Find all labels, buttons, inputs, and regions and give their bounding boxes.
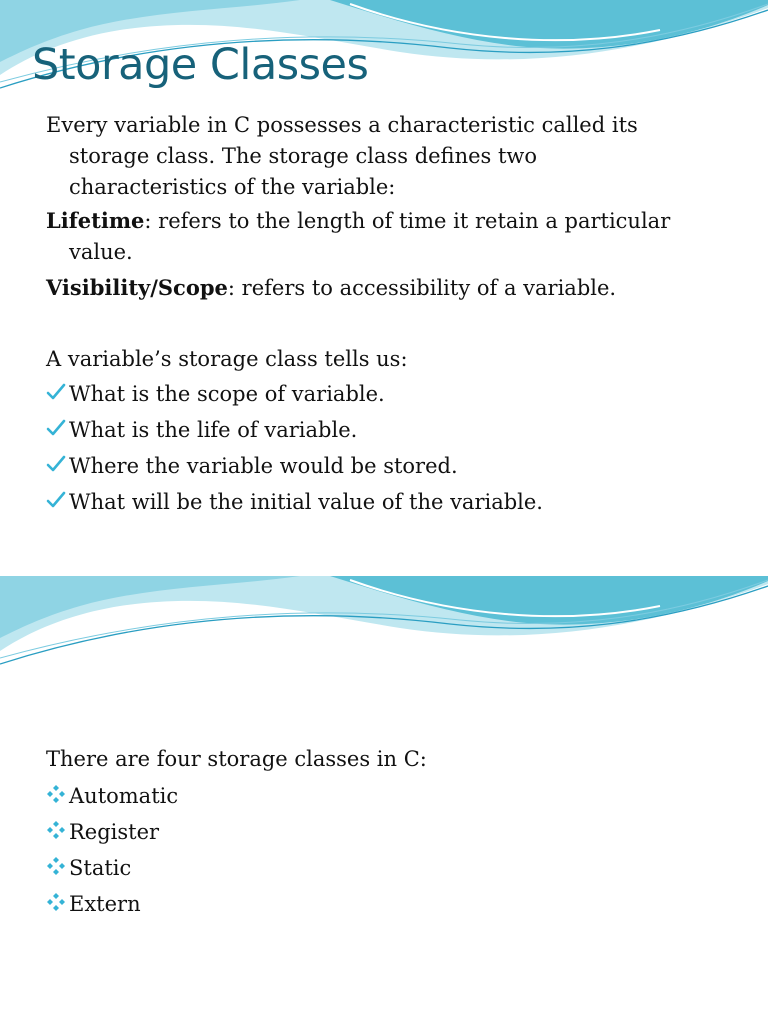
four-classes-heading: There are four storage classes in C: [46, 747, 427, 771]
lifetime-term: Lifetime [46, 208, 145, 233]
checkmark-icon [46, 454, 66, 474]
list-item-text: Extern [69, 892, 141, 916]
list-item [46, 850, 178, 886]
list-item-text: What is the scope of variable. [69, 382, 385, 406]
list-item-text: Static [69, 856, 132, 880]
visibility-text: : refers to accessibility of a variable. [227, 276, 617, 300]
list-item [46, 484, 543, 520]
slide-four-classes [0, 576, 768, 1024]
diamond-bullet-icon [46, 856, 66, 876]
list-item [46, 814, 178, 850]
list-item-text: Register [69, 820, 160, 844]
check-list [46, 376, 543, 520]
list-item-text: What will be the initial value of the variable. [69, 490, 543, 514]
checkmark-icon [46, 490, 66, 510]
list-item [46, 886, 178, 922]
diamond-bullet-icon [46, 820, 66, 840]
tells-heading: A variable’s storage class tells us: [46, 347, 408, 371]
list-item [46, 448, 543, 484]
lifetime-definition [46, 205, 679, 268]
diamond-bullet-icon [46, 892, 66, 912]
visibility-term: Visibility/Scope [46, 275, 228, 300]
diamond-bullet-icon [46, 784, 66, 804]
wave-header-decoration [0, 576, 768, 686]
checkmark-icon [46, 418, 66, 438]
visibility-definition [46, 272, 679, 304]
intro-paragraph: Every variable in C possesses a characteristic called its storage class. The storage class defines two characteristics of the variable: [46, 113, 638, 199]
checkmark-icon [46, 382, 66, 402]
diamond-list [46, 778, 178, 922]
list-item [46, 778, 178, 814]
list-item-text: Automatic [69, 784, 179, 808]
list-item-text: What is the life of variable. [69, 418, 358, 442]
list-item [46, 376, 543, 412]
lifetime-text: : refers to the length of time it retain a particular value. [69, 209, 671, 264]
slide-title: Storage Classes [32, 40, 369, 90]
list-item [46, 412, 543, 448]
list-item-text: Where the variable would be stored. [69, 454, 458, 478]
